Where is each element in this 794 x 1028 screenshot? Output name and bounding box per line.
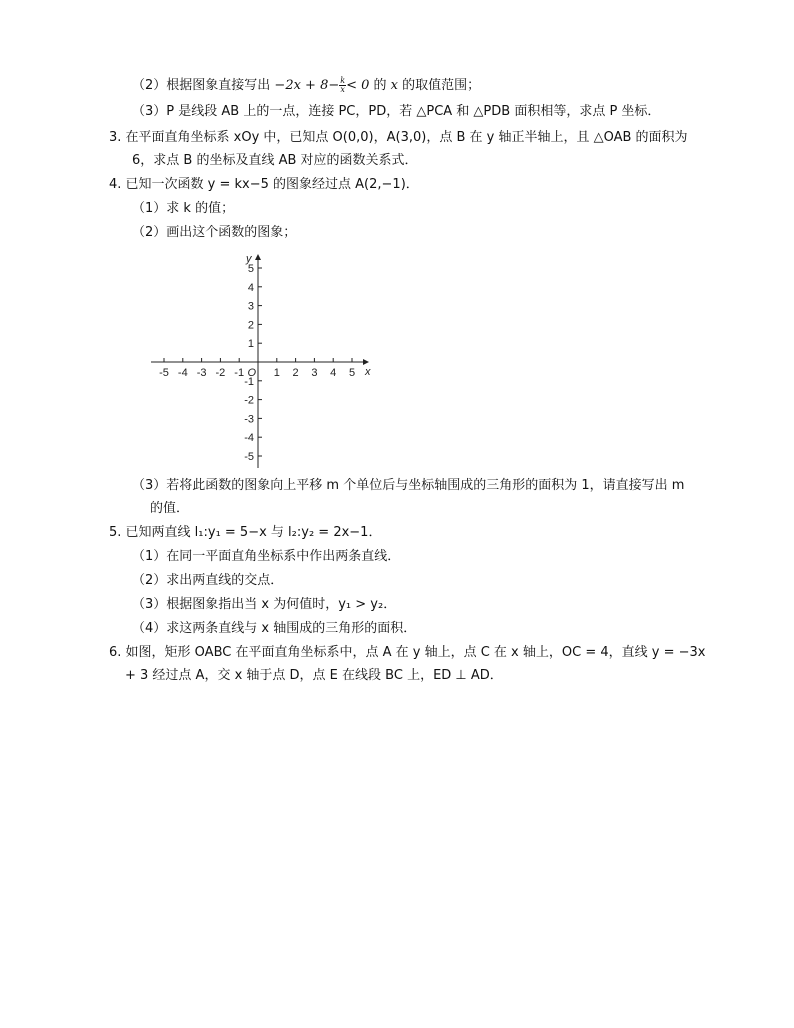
x-tick-label: 5 [348,367,356,379]
q2-part3-text: P 是线段 AB 上的一点，连接 PC，PD，若 △PCA 和 △PDB 面积相等，求点 P 坐标． [166,104,661,119]
q6-line2: + 3 经过点 A，交 x 轴于点 D，点 E 在线段 BC 上，ED ⊥ AD． [125,668,503,683]
origin-label: O [247,367,256,379]
x-tick-label: -1 [234,367,245,379]
labels-layer [159,253,371,463]
y-tick-label: -1 [244,375,254,388]
y-tick-label: 2 [247,319,254,332]
x-axis-label: x [365,366,371,378]
q6-line1: 6. 如图，矩形 OABC 在平面直角坐标系中，点 A 在 y 轴上，点 C 在 x 轴上，OC = 4，直线 y = −3x [109,645,706,660]
q4-part3-line2: 的值． [150,501,190,516]
q3-line1: 3. 在平面直角坐标系 xOy 中，已知点 O(0,0)，A(3,0)，点 B 在 y 轴正半轴上，且 △OAB 的面积为 [109,130,688,145]
q2-part3 [132,103,660,121]
q4-part2: （2）画出这个函数的图象； [132,225,297,240]
x-tick-label: -4 [177,367,188,379]
y-tick-label: 4 [247,281,254,294]
q2-part2-var: x [390,78,399,93]
y-axis-arrow [255,254,261,260]
q4-part3-line1: （3）若将此函数的图象向上平移 m 个单位后与坐标轴围成的三角形的面积为 1，请直接写出 m [132,478,685,493]
q2-part2-expr-b: < 0 [346,78,370,93]
q4-stem: 4. 已知一次函数 y = kx−5 的图象经过点 A(2,−1)． [109,177,419,192]
y-tick-label: -4 [244,432,254,445]
fraction-numerator: k [340,76,346,85]
y-tick-label: -3 [244,413,254,426]
x-tick-label: 3 [311,367,318,379]
y-tick-label: -2 [244,394,254,407]
q2-part2 [132,77,480,95]
q5-part1: （1）在同一平面直角坐标系中作出两条直线． [132,549,401,564]
q2-part2-text2: 的 [369,78,391,93]
x-tick-label: 1 [273,367,280,379]
y-axis-label: y [246,253,252,265]
q2-part2-num: （2） [132,78,167,93]
y-tick-label: 1 [247,338,254,351]
q5-part3: （3）根据图象指出当 x 为何值时，y₁ > y₂． [132,597,397,612]
coordinate-axes-figure [145,250,375,472]
x-tick-label: 4 [330,367,337,379]
x-tick-label: 2 [292,367,299,379]
axes-layer [151,254,369,468]
x-axis-arrow [363,359,369,365]
q5-part2: （2）求出两直线的交点． [132,573,284,588]
y-tick-label: 3 [247,300,254,313]
x-tick-label: -2 [215,367,226,379]
q2-part2-expr-a: −2x + 8− [274,78,340,93]
fraction-denominator: x [340,85,345,94]
q2-part3-num: （3） [132,104,167,119]
q3-line2: 6，求点 B 的坐标及直线 AB 对应的函数关系式． [132,153,418,168]
q2-part2-text1: 根据图象直接写出 [166,78,275,93]
x-tick-label: -3 [196,367,207,379]
q5-part4: （4）求这两条直线与 x 轴围成的三角形的面积． [132,621,417,636]
y-tick-label: 5 [247,263,254,275]
x-tick-label: -5 [159,367,169,379]
y-tick-label: -5 [244,451,254,463]
q2-part2-text3: 的取值范围； [398,78,481,93]
q5-stem: 5. 已知两直线 l₁:y₁ = 5−x 与 l₂:y₂ = 2x−1． [109,525,382,540]
q4-part1: （1）求 k 的值； [132,201,235,216]
